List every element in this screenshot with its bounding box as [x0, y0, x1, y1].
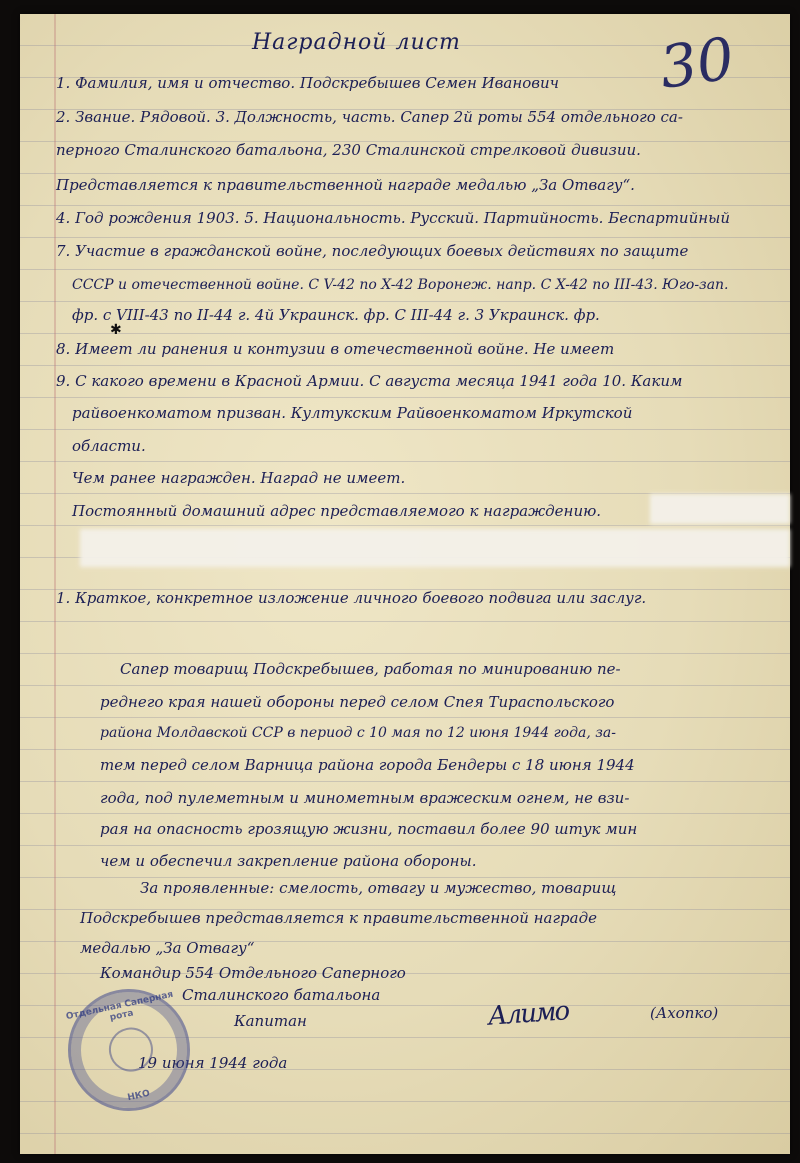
body-line: реднего края нашей обороны перед селом Спея Тираспольского — [100, 693, 615, 711]
corner-number: 30 — [655, 24, 739, 102]
line-award: Представляется к правительственной награде медалью „За Отвагу“. — [56, 176, 635, 194]
body-line: Подскребышев представляется к правительственной награде — [80, 909, 597, 927]
cursor-mark: ✱ — [110, 322, 122, 338]
line-wounds: 8. Имеет ли ранения и контузии в отечественной войне. Не имеет — [56, 340, 615, 358]
line-war-participation: 7. Участие в гражданской войне, последующих боевых действиях по защите — [56, 242, 689, 260]
body-line: Сапер товарищ Подскребышев, работая по минированию пе- — [120, 660, 621, 678]
stamp-bottom-text: НКО — [126, 1088, 151, 1104]
document-title: Наградной лист — [252, 30, 461, 55]
line-service-start: 9. С какого времени в Красной Армии. С августа месяца 1941 года 10. Каким — [56, 372, 683, 390]
award-sheet — [20, 14, 790, 1154]
line-home-address: Постоянный домашний адрес представляемого к награждению. — [72, 502, 602, 520]
body-line: чем и обеспечил закрепление района обороны. — [100, 852, 477, 870]
line-unit: перного Сталинского батальона, 230 Сталинской стрелковой дивизии. — [56, 141, 641, 159]
body-line: тем перед селом Варница района города Бендеры с 18 июня 1944 — [100, 756, 635, 774]
line-enlistment: райвоенкоматом призван. Култукским Райвоенкоматом Иркутской — [72, 404, 633, 422]
line-fronts-2: фр. с VIII-43 по II-44 г. 4й Украинск. фр. С III-44 г. 3 Украинск. фр. — [72, 306, 600, 324]
stamp-top-text: Отдельная Саперная рота — [65, 989, 175, 1024]
line-birth-year: 4. Год рождения 1903. 5. Национальность. Русский. Партийность. Беспартийный — [56, 209, 731, 227]
commander-name: (Ахопко) — [650, 1004, 719, 1022]
handwritten-signature: Алимо — [487, 996, 570, 1032]
body-line: За проявленные: смелость, отвагу и мужество, товарищ — [140, 879, 617, 897]
commander-line-2: Сталинского батальона — [182, 986, 381, 1004]
line-rank: 2. Звание. Рядовой. 3. Должность, часть. Сапер 2й роты 554 отдельного са- — [56, 108, 683, 126]
redacted-address-2 — [80, 529, 790, 567]
redacted-address-1 — [650, 494, 790, 524]
body-line: года, под пулеметным и минометным вражеским огнем, не взи- — [100, 789, 630, 807]
body-line: района Молдавской ССР в период с 10 мая по 12 июня 1944 года, за- — [100, 725, 616, 741]
commander-line-1: Командир 554 Отдельного Саперного — [100, 964, 406, 982]
line-feat-heading: 1. Краткое, конкретное изложение личного боевого подвига или заслуг. — [56, 589, 647, 607]
body-line: медалью „За Отвагу“ — [80, 939, 255, 957]
line-surname: 1. Фамилия, имя и отчество. Подскребышев Семен Иванович — [56, 74, 559, 92]
line-previous-awards: Чем ранее награжден. Наград не имеет. — [72, 469, 406, 487]
soviet-emblem-icon — [105, 1023, 157, 1075]
unit-stamp — [57, 978, 202, 1123]
line-fronts-1: СССР и отечественной войне. С V-42 по X-42 Воронеж. напр. С X-42 по III-43. Юго-зап. — [72, 277, 729, 293]
body-line: рая на опасность грозящую жизни, поставил более 90 штук мин — [100, 820, 638, 838]
line-region: области. — [72, 437, 146, 455]
signing-date: 19 июня 1944 года — [138, 1054, 288, 1072]
commander-rank: Капитан — [234, 1012, 307, 1030]
